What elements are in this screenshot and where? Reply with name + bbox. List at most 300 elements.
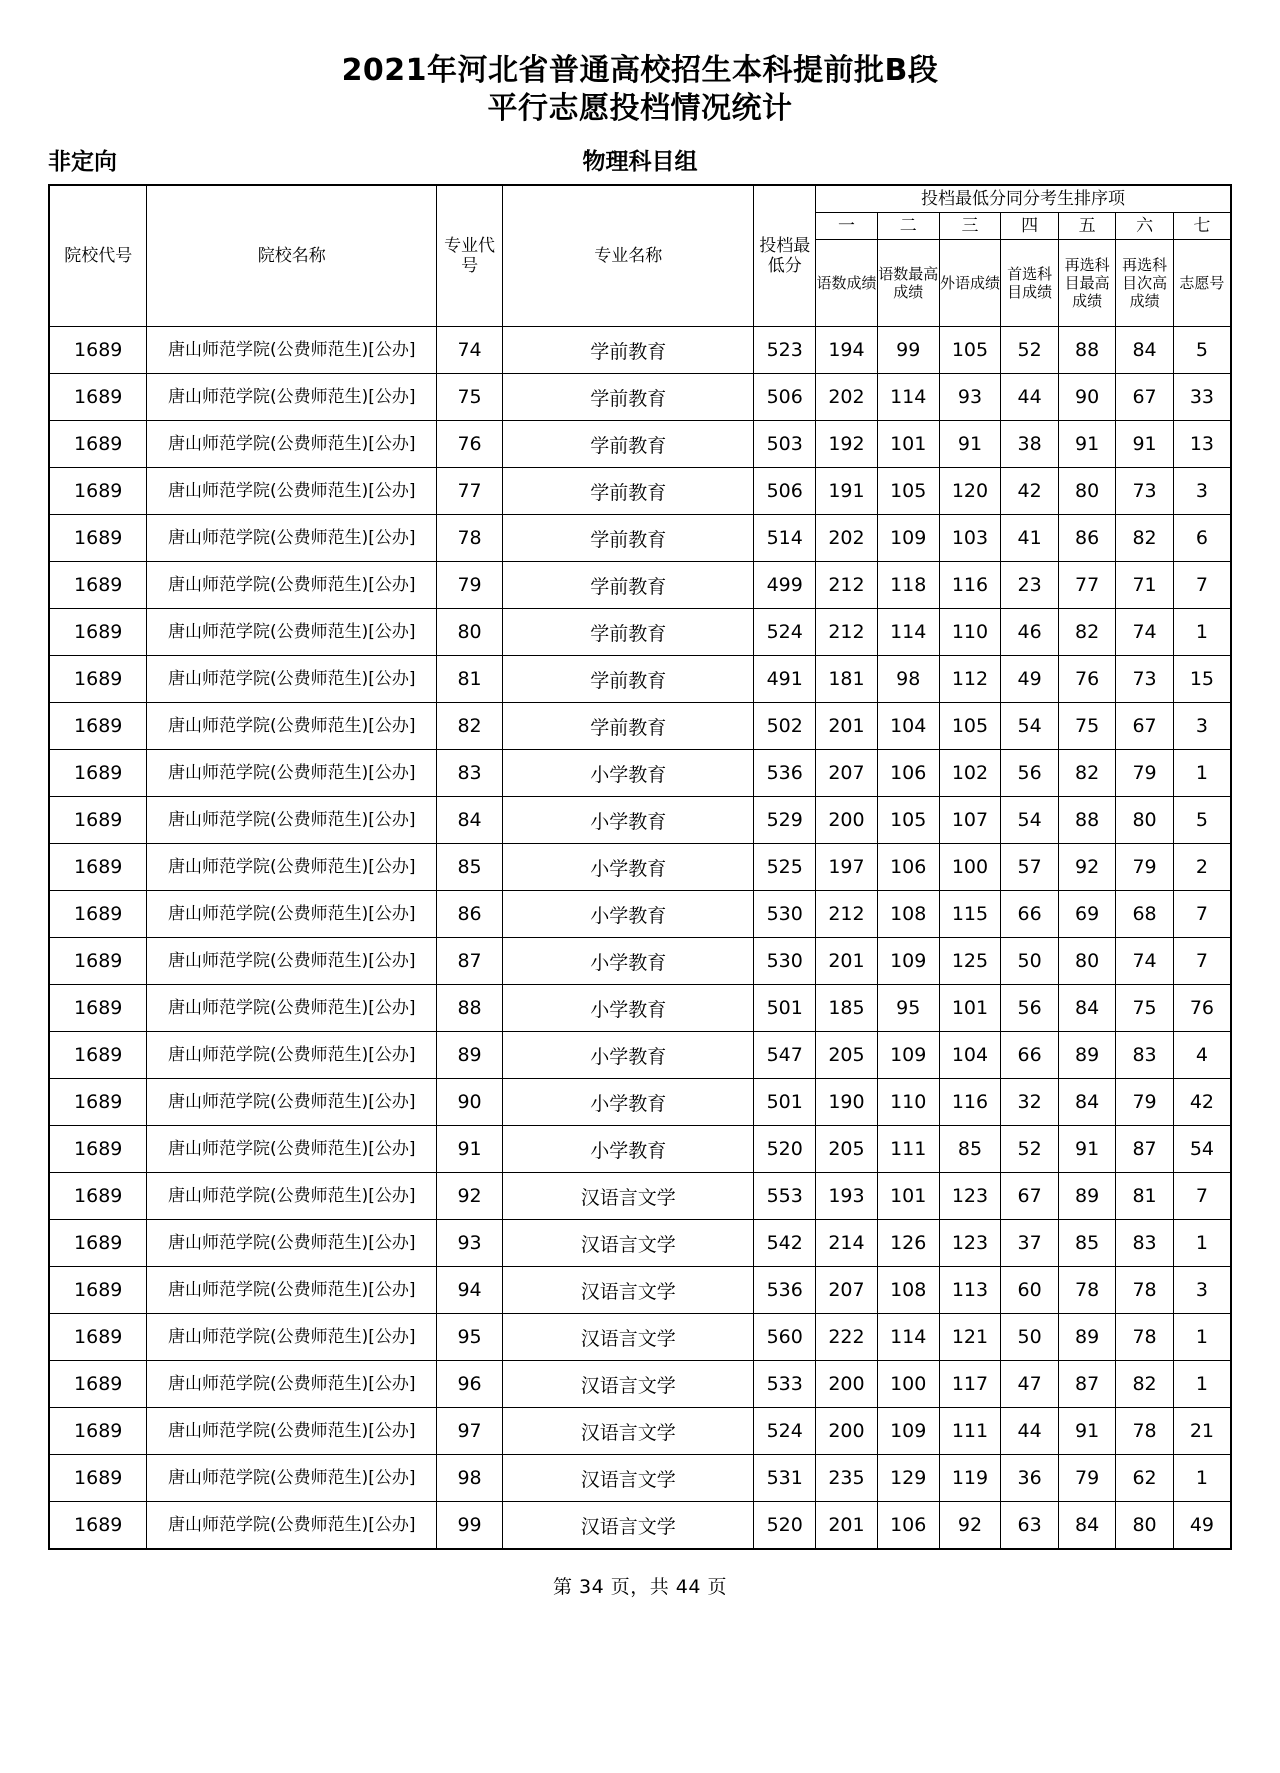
cell-major-name: 学前教育 [503,656,754,703]
cell-school-code: 1689 [49,1314,147,1361]
cell-r3: 102 [939,750,1001,797]
cell-min-score: 536 [754,750,816,797]
cell-school-code: 1689 [49,1079,147,1126]
cell-r7: 7 [1173,891,1231,938]
cell-r7: 1 [1173,1361,1231,1408]
cell-r6: 62 [1116,1455,1173,1502]
cell-min-score: 501 [754,985,816,1032]
cell-major-name: 小学教育 [503,797,754,844]
cell-r7: 76 [1173,985,1231,1032]
cell-school-code: 1689 [49,844,147,891]
cell-school-name: 唐山师范学院(公费师范生)[公办] [147,421,437,468]
category-label: 非定向 [48,149,117,175]
cell-major-name: 学前教育 [503,374,754,421]
cell-major-code: 78 [437,515,503,562]
table-row [49,1220,1231,1267]
cell-r6: 68 [1116,891,1173,938]
cell-r7: 3 [1173,703,1231,750]
table-row [49,891,1231,938]
cell-r5: 87 [1058,1361,1115,1408]
cell-r7: 5 [1173,327,1231,374]
header-rank-sub-1: 语数成绩 [816,240,878,327]
cell-major-code: 76 [437,421,503,468]
cell-r5: 88 [1058,327,1115,374]
cell-major-name: 学前教育 [503,421,754,468]
cell-min-score: 523 [754,327,816,374]
cell-major-code: 84 [437,797,503,844]
cell-major-code: 89 [437,1032,503,1079]
cell-school-name: 唐山师范学院(公费师范生)[公办] [147,891,437,938]
cell-r3: 117 [939,1361,1001,1408]
cell-school-name: 唐山师范学院(公费师范生)[公办] [147,562,437,609]
cell-r2: 110 [877,1079,939,1126]
cell-major-code: 86 [437,891,503,938]
cell-r5: 92 [1058,844,1115,891]
cell-min-score: 542 [754,1220,816,1267]
cell-r1: 212 [816,891,878,938]
cell-r5: 91 [1058,1126,1115,1173]
cell-r4: 32 [1001,1079,1058,1126]
cell-min-score: 520 [754,1126,816,1173]
cell-r7: 1 [1173,1220,1231,1267]
cell-major-code: 81 [437,656,503,703]
cell-min-score: 503 [754,421,816,468]
cell-r4: 49 [1001,656,1058,703]
cell-r2: 118 [877,562,939,609]
cell-school-name: 唐山师范学院(公费师范生)[公办] [147,656,437,703]
cell-r3: 123 [939,1173,1001,1220]
cell-major-code: 75 [437,374,503,421]
header-rank-num-3: 三 [939,213,1001,240]
table-row [49,468,1231,515]
cell-r5: 79 [1058,1455,1115,1502]
table-row [49,750,1231,797]
cell-school-code: 1689 [49,1032,147,1079]
cell-r3: 119 [939,1455,1001,1502]
cell-r6: 83 [1116,1220,1173,1267]
cell-school-code: 1689 [49,468,147,515]
cell-r3: 85 [939,1126,1001,1173]
cell-r5: 77 [1058,562,1115,609]
cell-school-code: 1689 [49,374,147,421]
cell-r7: 4 [1173,1032,1231,1079]
cell-r4: 36 [1001,1455,1058,1502]
header-min-score: 投档最低分 [754,185,816,327]
cell-r4: 37 [1001,1220,1058,1267]
cell-min-score: 560 [754,1314,816,1361]
header-rank-num-2: 二 [877,213,939,240]
cell-r6: 73 [1116,468,1173,515]
cell-school-name: 唐山师范学院(公费师范生)[公办] [147,515,437,562]
table-row [49,1502,1231,1550]
cell-major-name: 小学教育 [503,1079,754,1126]
cell-min-score: 524 [754,609,816,656]
cell-min-score: 506 [754,374,816,421]
cell-school-code: 1689 [49,1267,147,1314]
table-row [49,374,1231,421]
table-row [49,797,1231,844]
cell-school-code: 1689 [49,1455,147,1502]
cell-school-name: 唐山师范学院(公费师范生)[公办] [147,1502,437,1550]
cell-r3: 100 [939,844,1001,891]
cell-r5: 91 [1058,421,1115,468]
cell-r4: 54 [1001,703,1058,750]
cell-r7: 54 [1173,1126,1231,1173]
cell-r5: 84 [1058,985,1115,1032]
table-row [49,1408,1231,1455]
cell-r2: 106 [877,844,939,891]
cell-r6: 79 [1116,1079,1173,1126]
cell-r1: 194 [816,327,878,374]
cell-r3: 91 [939,421,1001,468]
cell-major-code: 97 [437,1408,503,1455]
cell-school-code: 1689 [49,797,147,844]
cell-r4: 56 [1001,750,1058,797]
cell-min-score: 536 [754,1267,816,1314]
cell-r7: 1 [1173,1455,1231,1502]
cell-r2: 99 [877,327,939,374]
cell-major-name: 汉语言文学 [503,1361,754,1408]
table-row [49,985,1231,1032]
cell-min-score: 553 [754,1173,816,1220]
cell-r5: 82 [1058,609,1115,656]
cell-major-name: 小学教育 [503,1032,754,1079]
cell-r6: 74 [1116,609,1173,656]
cell-r4: 50 [1001,1314,1058,1361]
cell-school-name: 唐山师范学院(公费师范生)[公办] [147,327,437,374]
cell-r1: 207 [816,750,878,797]
cell-r2: 109 [877,1408,939,1455]
cell-r1: 200 [816,797,878,844]
cell-r7: 5 [1173,797,1231,844]
cell-r7: 21 [1173,1408,1231,1455]
table-row [49,1455,1231,1502]
cell-r2: 101 [877,421,939,468]
cell-r5: 82 [1058,750,1115,797]
cell-r2: 109 [877,1032,939,1079]
cell-r7: 2 [1173,844,1231,891]
cell-r6: 73 [1116,656,1173,703]
cell-school-code: 1689 [49,421,147,468]
cell-major-code: 83 [437,750,503,797]
cell-major-name: 小学教育 [503,750,754,797]
cell-r6: 83 [1116,1032,1173,1079]
cell-r3: 92 [939,1502,1001,1550]
header-rank-num-4: 四 [1001,213,1058,240]
cell-min-score: 501 [754,1079,816,1126]
cell-major-name: 学前教育 [503,562,754,609]
cell-school-name: 唐山师范学院(公费师范生)[公办] [147,750,437,797]
cell-r6: 80 [1116,797,1173,844]
table-row [49,609,1231,656]
cell-r1: 212 [816,562,878,609]
cell-r5: 80 [1058,938,1115,985]
cell-school-name: 唐山师范学院(公费师范生)[公办] [147,1361,437,1408]
cell-major-name: 学前教育 [503,609,754,656]
cell-school-code: 1689 [49,609,147,656]
cell-min-score: 547 [754,1032,816,1079]
table-row [49,1314,1231,1361]
cell-r2: 109 [877,515,939,562]
table-row [49,656,1231,703]
cell-r7: 42 [1173,1079,1231,1126]
admission-statistics-table [48,184,1232,1550]
cell-major-code: 80 [437,609,503,656]
cell-r6: 82 [1116,1361,1173,1408]
cell-r1: 190 [816,1079,878,1126]
header-school-name: 院校名称 [147,185,437,327]
cell-major-name: 汉语言文学 [503,1455,754,1502]
cell-school-code: 1689 [49,1361,147,1408]
cell-r2: 108 [877,891,939,938]
cell-r5: 90 [1058,374,1115,421]
cell-r4: 60 [1001,1267,1058,1314]
cell-school-name: 唐山师范学院(公费师范生)[公办] [147,1220,437,1267]
header-major-name: 专业名称 [503,185,754,327]
cell-r4: 41 [1001,515,1058,562]
cell-r3: 103 [939,515,1001,562]
cell-r4: 50 [1001,938,1058,985]
page-title [48,0,1232,128]
cell-r5: 88 [1058,797,1115,844]
cell-min-score: 499 [754,562,816,609]
cell-r1: 191 [816,468,878,515]
cell-r5: 80 [1058,468,1115,515]
cell-school-code: 1689 [49,985,147,1032]
cell-r6: 71 [1116,562,1173,609]
cell-r7: 33 [1173,374,1231,421]
cell-r6: 67 [1116,703,1173,750]
cell-r1: 205 [816,1032,878,1079]
cell-r7: 7 [1173,562,1231,609]
cell-r2: 106 [877,1502,939,1550]
cell-school-code: 1689 [49,1502,147,1550]
cell-school-name: 唐山师范学院(公费师范生)[公办] [147,985,437,1032]
table-row [49,421,1231,468]
cell-school-name: 唐山师范学院(公费师范生)[公办] [147,1314,437,1361]
cell-r1: 222 [816,1314,878,1361]
cell-r4: 52 [1001,1126,1058,1173]
cell-r7: 15 [1173,656,1231,703]
cell-major-code: 95 [437,1314,503,1361]
cell-r4: 63 [1001,1502,1058,1550]
cell-r1: 205 [816,1126,878,1173]
cell-r6: 82 [1116,515,1173,562]
subheader-row [48,146,1232,176]
cell-r7: 1 [1173,1314,1231,1361]
cell-r7: 13 [1173,421,1231,468]
cell-r3: 116 [939,562,1001,609]
cell-major-code: 87 [437,938,503,985]
cell-r7: 7 [1173,938,1231,985]
cell-major-code: 77 [437,468,503,515]
cell-min-score: 530 [754,891,816,938]
cell-major-name: 汉语言文学 [503,1267,754,1314]
cell-r3: 111 [939,1408,1001,1455]
cell-r1: 201 [816,938,878,985]
cell-major-name: 学前教育 [503,327,754,374]
cell-min-score: 506 [754,468,816,515]
cell-min-score: 514 [754,515,816,562]
cell-min-score: 533 [754,1361,816,1408]
cell-r1: 207 [816,1267,878,1314]
cell-school-code: 1689 [49,1408,147,1455]
cell-major-code: 92 [437,1173,503,1220]
table-body [49,327,1231,1550]
cell-major-code: 79 [437,562,503,609]
cell-school-name: 唐山师范学院(公费师范生)[公办] [147,1408,437,1455]
cell-r1: 181 [816,656,878,703]
cell-r5: 84 [1058,1079,1115,1126]
cell-min-score: 491 [754,656,816,703]
cell-r1: 185 [816,985,878,1032]
cell-r3: 107 [939,797,1001,844]
cell-min-score: 525 [754,844,816,891]
cell-r2: 98 [877,656,939,703]
cell-r7: 1 [1173,609,1231,656]
cell-r5: 75 [1058,703,1115,750]
cell-r7: 7 [1173,1173,1231,1220]
cell-r6: 79 [1116,844,1173,891]
cell-major-code: 94 [437,1267,503,1314]
cell-r4: 67 [1001,1173,1058,1220]
cell-r1: 193 [816,1173,878,1220]
cell-school-name: 唐山师范学院(公费师范生)[公办] [147,1032,437,1079]
cell-min-score: 524 [754,1408,816,1455]
cell-r3: 121 [939,1314,1001,1361]
cell-major-name: 学前教育 [503,468,754,515]
cell-r6: 80 [1116,1502,1173,1550]
cell-r1: 202 [816,515,878,562]
cell-major-code: 88 [437,985,503,1032]
cell-r1: 201 [816,703,878,750]
cell-major-code: 91 [437,1126,503,1173]
header-rank-sub-6: 再选科目次高成绩 [1116,240,1173,327]
table-row [49,938,1231,985]
cell-r1: 214 [816,1220,878,1267]
cell-r3: 104 [939,1032,1001,1079]
cell-r2: 114 [877,374,939,421]
cell-r1: 235 [816,1455,878,1502]
cell-r4: 44 [1001,1408,1058,1455]
table-row [49,703,1231,750]
cell-r3: 125 [939,938,1001,985]
cell-r4: 42 [1001,468,1058,515]
cell-r2: 95 [877,985,939,1032]
cell-r7: 49 [1173,1502,1231,1550]
table-row [49,1173,1231,1220]
title-line-1: 2021年河北省普通高校招生本科提前批B段 [341,53,939,88]
subject-group-label: 物理科目组 [582,149,698,175]
cell-r3: 110 [939,609,1001,656]
cell-r3: 105 [939,327,1001,374]
cell-school-code: 1689 [49,1220,147,1267]
cell-r5: 85 [1058,1220,1115,1267]
cell-r5: 89 [1058,1032,1115,1079]
table-row [49,1079,1231,1126]
cell-school-code: 1689 [49,891,147,938]
cell-r2: 106 [877,750,939,797]
cell-major-name: 汉语言文学 [503,1220,754,1267]
cell-school-name: 唐山师范学院(公费师范生)[公办] [147,374,437,421]
cell-major-code: 90 [437,1079,503,1126]
header-rank-sub-7: 志愿号 [1173,240,1231,327]
header-rank-num-7: 七 [1173,213,1231,240]
table-row [49,1361,1231,1408]
cell-min-score: 520 [754,1502,816,1550]
cell-school-code: 1689 [49,515,147,562]
cell-major-code: 99 [437,1502,503,1550]
cell-r6: 78 [1116,1408,1173,1455]
cell-r1: 200 [816,1408,878,1455]
cell-school-name: 唐山师范学院(公费师范生)[公办] [147,1126,437,1173]
cell-r4: 44 [1001,374,1058,421]
cell-r4: 47 [1001,1361,1058,1408]
cell-r4: 57 [1001,844,1058,891]
table-header [49,185,1231,327]
cell-r5: 89 [1058,1173,1115,1220]
cell-r5: 76 [1058,656,1115,703]
cell-r1: 192 [816,421,878,468]
cell-r6: 75 [1116,985,1173,1032]
cell-r4: 38 [1001,421,1058,468]
cell-r3: 101 [939,985,1001,1032]
cell-r6: 84 [1116,327,1173,374]
cell-r6: 78 [1116,1267,1173,1314]
cell-r7: 6 [1173,515,1231,562]
cell-major-name: 汉语言文学 [503,1314,754,1361]
cell-r6: 79 [1116,750,1173,797]
cell-school-name: 唐山师范学院(公费师范生)[公办] [147,609,437,656]
cell-r2: 105 [877,468,939,515]
cell-school-code: 1689 [49,750,147,797]
cell-r2: 108 [877,1267,939,1314]
cell-major-name: 小学教育 [503,1126,754,1173]
cell-major-name: 学前教育 [503,515,754,562]
cell-school-code: 1689 [49,1126,147,1173]
cell-major-code: 98 [437,1455,503,1502]
cell-r3: 120 [939,468,1001,515]
cell-school-name: 唐山师范学院(公费师范生)[公办] [147,938,437,985]
cell-r2: 114 [877,609,939,656]
cell-r2: 104 [877,703,939,750]
cell-r2: 111 [877,1126,939,1173]
cell-r6: 78 [1116,1314,1173,1361]
page-footer: 第 34 页，共 44 页 [552,1576,727,1598]
cell-r6: 87 [1116,1126,1173,1173]
table-row [49,327,1231,374]
cell-school-code: 1689 [49,327,147,374]
cell-r2: 109 [877,938,939,985]
cell-r6: 81 [1116,1173,1173,1220]
cell-major-name: 汉语言文学 [503,1408,754,1455]
cell-r2: 101 [877,1173,939,1220]
header-rank-sub-3: 外语成绩 [939,240,1001,327]
cell-r6: 67 [1116,374,1173,421]
cell-r7: 3 [1173,1267,1231,1314]
cell-r5: 69 [1058,891,1115,938]
cell-r2: 114 [877,1314,939,1361]
header-rank-num-1: 一 [816,213,878,240]
table-row [49,1267,1231,1314]
cell-r2: 105 [877,797,939,844]
cell-r4: 54 [1001,797,1058,844]
cell-major-name: 小学教育 [503,938,754,985]
cell-school-code: 1689 [49,1173,147,1220]
cell-r7: 3 [1173,468,1231,515]
cell-major-code: 96 [437,1361,503,1408]
cell-r5: 78 [1058,1267,1115,1314]
